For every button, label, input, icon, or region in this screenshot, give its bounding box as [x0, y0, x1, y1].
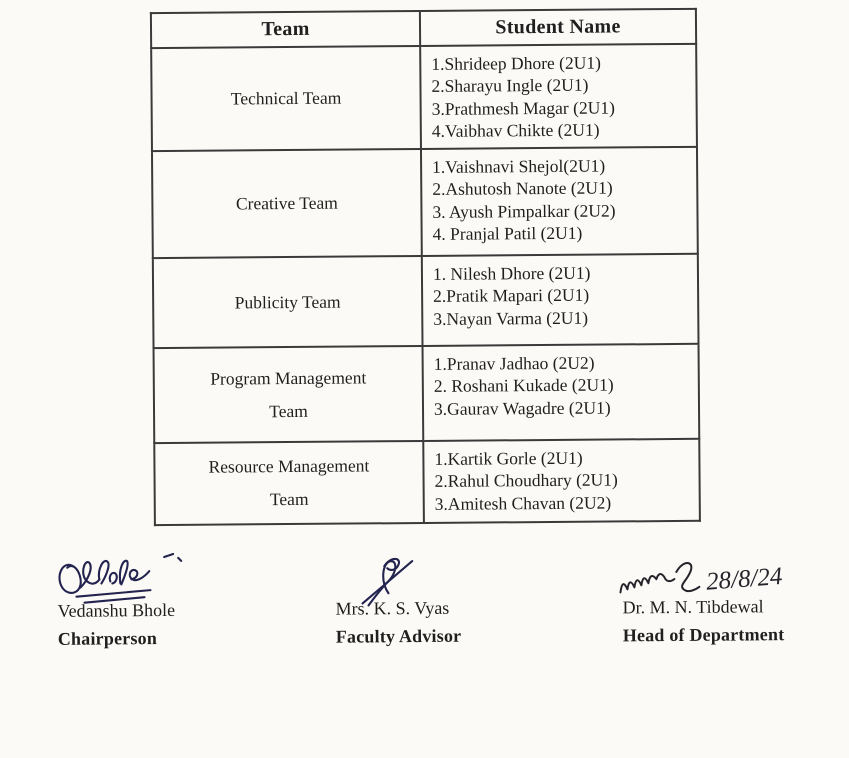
member-line: 2.Rahul Choudhary (2U1) — [434, 469, 618, 492]
chairperson-signature-icon — [52, 549, 194, 606]
team-name: Resource Management Team — [208, 455, 370, 510]
signatory-role: Chairperson — [57, 628, 158, 649]
member-line: 1.Shrideep Dhore (2U1) — [431, 52, 601, 74]
signatory-name: Dr. M. N. Tibdewal — [622, 596, 764, 618]
team-name: Program Management Team — [210, 366, 367, 421]
member-line: 3. Ayush Pimpalkar (2U2) — [432, 200, 616, 222]
table-row-resource-management-team — [154, 439, 700, 525]
member-line: 2.Sharayu Ingle (2U1) — [431, 75, 589, 97]
member-line: 2. Roshani Kukade (2U1) — [433, 374, 614, 397]
member-line: 3.Nayan Varma (2U1) — [433, 307, 589, 329]
table-header-row — [151, 9, 696, 48]
member-line: 3.Gaurav Wagadre (2U1) — [433, 397, 611, 419]
signature-block-chairperson — [58, 599, 176, 650]
handwritten-date: 28/8/24 — [705, 562, 784, 596]
signature-block-faculty-advisor — [335, 597, 461, 648]
member-line: 4.Vaibhav Chikte (2U1) — [431, 119, 600, 142]
signatory-role: Faculty Advisor — [335, 625, 462, 647]
signatory-role: Head of Department — [622, 624, 785, 646]
member-line: 2.Ashutosh Nanote (2U1) — [432, 177, 613, 200]
member-line: 3.Prathmesh Magar (2U1) — [431, 97, 615, 119]
team-name: Technical Team — [230, 87, 342, 109]
signatory-name: Mrs. K. S. Vyas — [335, 597, 450, 619]
member-line: 1. Nilesh Dhore (2U1) — [432, 262, 591, 284]
table-row-creative-team — [152, 147, 698, 258]
member-line: 2.Pratik Mapari (2U1) — [433, 285, 590, 307]
member-line: 1.Kartik Gorle (2U1) — [434, 447, 583, 469]
table-row-program-management-team — [154, 344, 700, 443]
signatory-name: Vedanshu Bhole — [57, 599, 176, 621]
column-header-student-name: Student Name — [420, 9, 696, 46]
table-row-technical-team — [151, 44, 697, 151]
signature-block-head-of-department — [622, 595, 784, 646]
member-line: 4. Pranjal Patil (2U1) — [432, 222, 583, 245]
team-name: Publicity Team — [234, 291, 341, 312]
member-line: 1.Pranav Jadhao (2U2) — [433, 352, 595, 374]
table-row-publicity-team — [153, 254, 699, 348]
teams-table — [150, 8, 701, 526]
member-line: 3.Amitesh Chavan (2U2) — [434, 492, 612, 514]
column-header-team: Team — [151, 11, 420, 48]
team-name: Creative Team — [235, 192, 338, 214]
member-line: 1.Vaishnavi Shejol(2U1) — [432, 155, 606, 177]
